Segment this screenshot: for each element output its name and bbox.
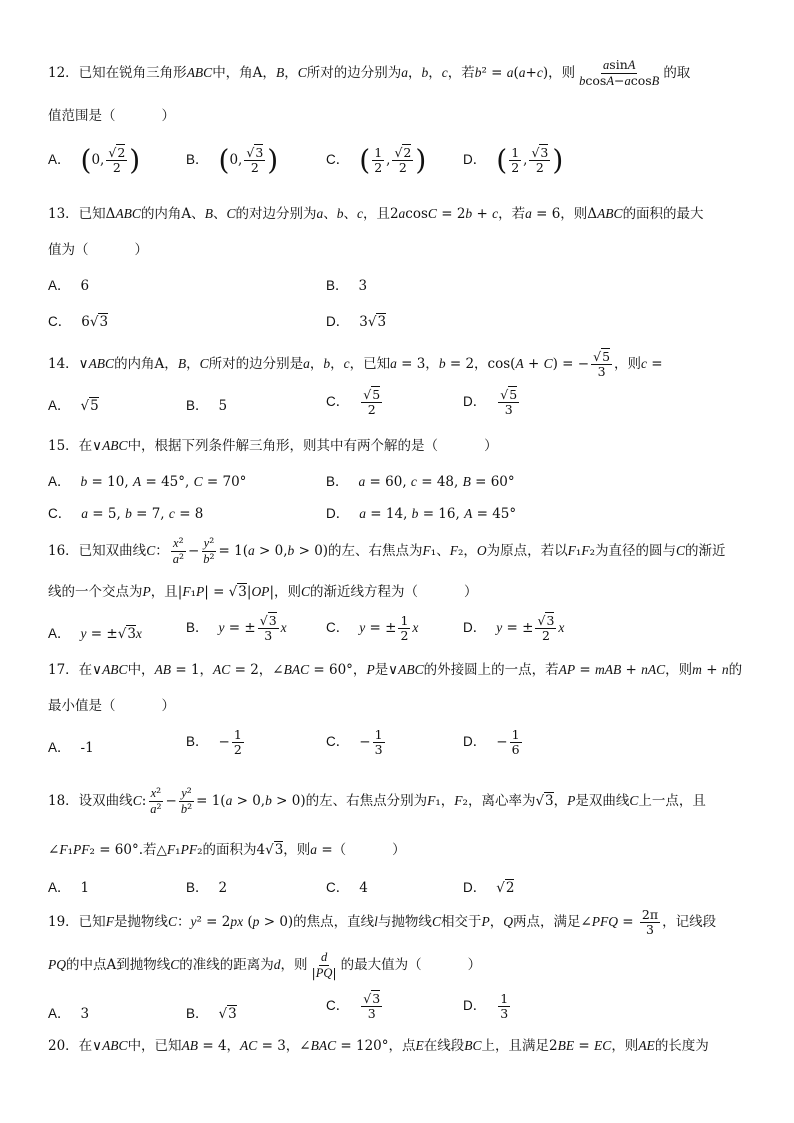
- q12-option-d[interactable]: D． ( $\frac{1}{2}$ , $\frac{√3}{2}$ ): [463, 143, 564, 177]
- q19-option-b[interactable]: B． √3: [186, 1006, 237, 1022]
- q13-line2: 值为（ ）: [48, 242, 148, 258]
- q14-option-a[interactable]: A． √5: [48, 398, 99, 414]
- q12-option-c[interactable]: C． ( $\frac{1}{2}$ , $\frac{√2}{2}$ ): [326, 143, 427, 177]
- q19-option-a[interactable]: A． 3: [48, 1006, 90, 1022]
- q17-option-a[interactable]: A． -1: [48, 740, 94, 756]
- q17-option-b[interactable]: B． − $\frac{1}{2}$: [186, 727, 242, 757]
- q12-line1: 12．已知在锐角三角形ABC中，角A，B，C所对的边分别为a，b，c，若b² = a(a+c)，则 $\frac{asinA}{bcosA-acosB}$ 的取: [48, 57, 691, 88]
- q18-option-b[interactable]: B． 2: [186, 880, 228, 896]
- q13-option-b[interactable]: B． 3: [326, 278, 368, 294]
- q17-option-c[interactable]: C． − $\frac{1}{3}$: [326, 727, 383, 757]
- q14-option-c[interactable]: C． $\frac{√5}{2}$: [326, 387, 381, 417]
- q19-option-c[interactable]: C． $\frac{√3}{3}$: [326, 991, 381, 1021]
- q12-line2: 值范围是（ ）: [48, 108, 175, 124]
- q14-option-d[interactable]: D． $\frac{√5}{3}$: [463, 387, 518, 417]
- q19-line2: PQ的中点A到抛物线C的准线的距离为d，则 $\frac{d}{|PQ|}$ 的最大值为（ ）: [48, 950, 482, 980]
- q20-line1: 20．在∨ABC中，已知AB = 4，AC = 3，∠BAC = 120°，点E在线段BC上，且满足2BE = EC，则AE的长度为: [48, 1038, 709, 1054]
- q19-line1: 19．已知F是抛物线C：y² = 2px (p > 0)的焦点，直线l与抛物线C相交于P，Q两点，满足∠PFQ = $\frac{2\pi}{3}$ ，记线段: [48, 907, 717, 937]
- q13-line1: 13．已知ΔABC的内角A、B、C的对边分别为a、b、c，且2acosC = 2b + c，若a = 6，则ΔABC的面积的最大: [48, 206, 704, 222]
- q16-option-b[interactable]: B． y = ± $\frac{√3}{3}$ x: [186, 613, 287, 643]
- q16-option-c[interactable]: C． y = ± $\frac{1}{2}$ x: [326, 613, 419, 643]
- q19-option-d[interactable]: D． $\frac{1}{3}$: [463, 991, 509, 1021]
- q18-line1: 18．设双曲线C: $\frac{\text{x²}}{\text{a²}}$ − $\frac{\text{y²}}{\text{b²}}$ = 1(a > 0,b > 0)的左、右焦点分别为F₁，F₂，离心率为√3，P是双曲线C上一点，且: [48, 785, 706, 816]
- q16-option-d[interactable]: D． y = ± $\frac{√3}{2}$ x: [463, 613, 565, 643]
- q14-line1: 14．∨ABC的内角A，B，C所对的边分别是a，b，c，已知a = 3，b = 2，cos(A + C) = − $\frac{√5}{3}$ ，则c =: [48, 349, 663, 379]
- q16-line1: 16．已知双曲线C： $\frac{\text{x²}}{\text{a²}}$ − $\frac{\text{y²}}{\text{b²}}$ = 1(a > 0,b > 0)的左、右焦点为F₁、F₂，O为原点，若以F₁F₂为直径的圆与C的渐近: [48, 535, 726, 566]
- q18-option-d[interactable]: D． √2: [463, 880, 515, 896]
- q15-option-d[interactable]: D． a = 14, b = 16, A = 45°: [326, 506, 517, 522]
- q12-option-b[interactable]: B． (0, $\frac{√3}{2}$ ): [186, 143, 279, 177]
- q15-line1: 15．在∨ABC中，根据下列条件解三角形，则其中有两个解的是（ ）: [48, 438, 498, 454]
- q12-option-a[interactable]: A． (0, $\frac{√2}{2}$ ): [48, 143, 141, 177]
- q13-option-d[interactable]: D． 3√3: [326, 314, 387, 330]
- q15-option-a[interactable]: A． b = 10, A = 45°, C = 70°: [48, 474, 247, 490]
- q18-line2: ∠F₁PF₂ = 60°.若△F₁PF₂的面积为4√3，则a =（ ）: [48, 842, 406, 858]
- q17-line2: 最小值是（ ）: [48, 698, 175, 714]
- q17-option-d[interactable]: D． − $\frac{1}{6}$: [463, 727, 520, 757]
- q13-option-c[interactable]: C． 6√3: [48, 314, 109, 330]
- q13-option-a[interactable]: A． 6: [48, 278, 90, 294]
- q14-option-b[interactable]: B． 5: [186, 398, 228, 414]
- q18-option-c[interactable]: C． 4: [326, 880, 368, 896]
- q18-option-a[interactable]: A． 1: [48, 880, 90, 896]
- q15-option-c[interactable]: C． a = 5, b = 7, c = 8: [48, 506, 204, 522]
- q17-line1: 17．在∨ABC中，AB = 1，AC = 2，∠BAC = 60°，P是∨ABC的外接圆上的一点，若AP = mAB + nAC，则m + n的: [48, 662, 743, 678]
- q16-line2: 线的一个交点为P，且|F₁P| = √3|OP|，则C的渐近线方程为（ ）: [48, 584, 478, 600]
- q16-option-a[interactable]: A． y = ±√3x: [48, 626, 142, 642]
- q15-option-b[interactable]: B． a = 60, c = 48, B = 60°: [326, 474, 515, 490]
